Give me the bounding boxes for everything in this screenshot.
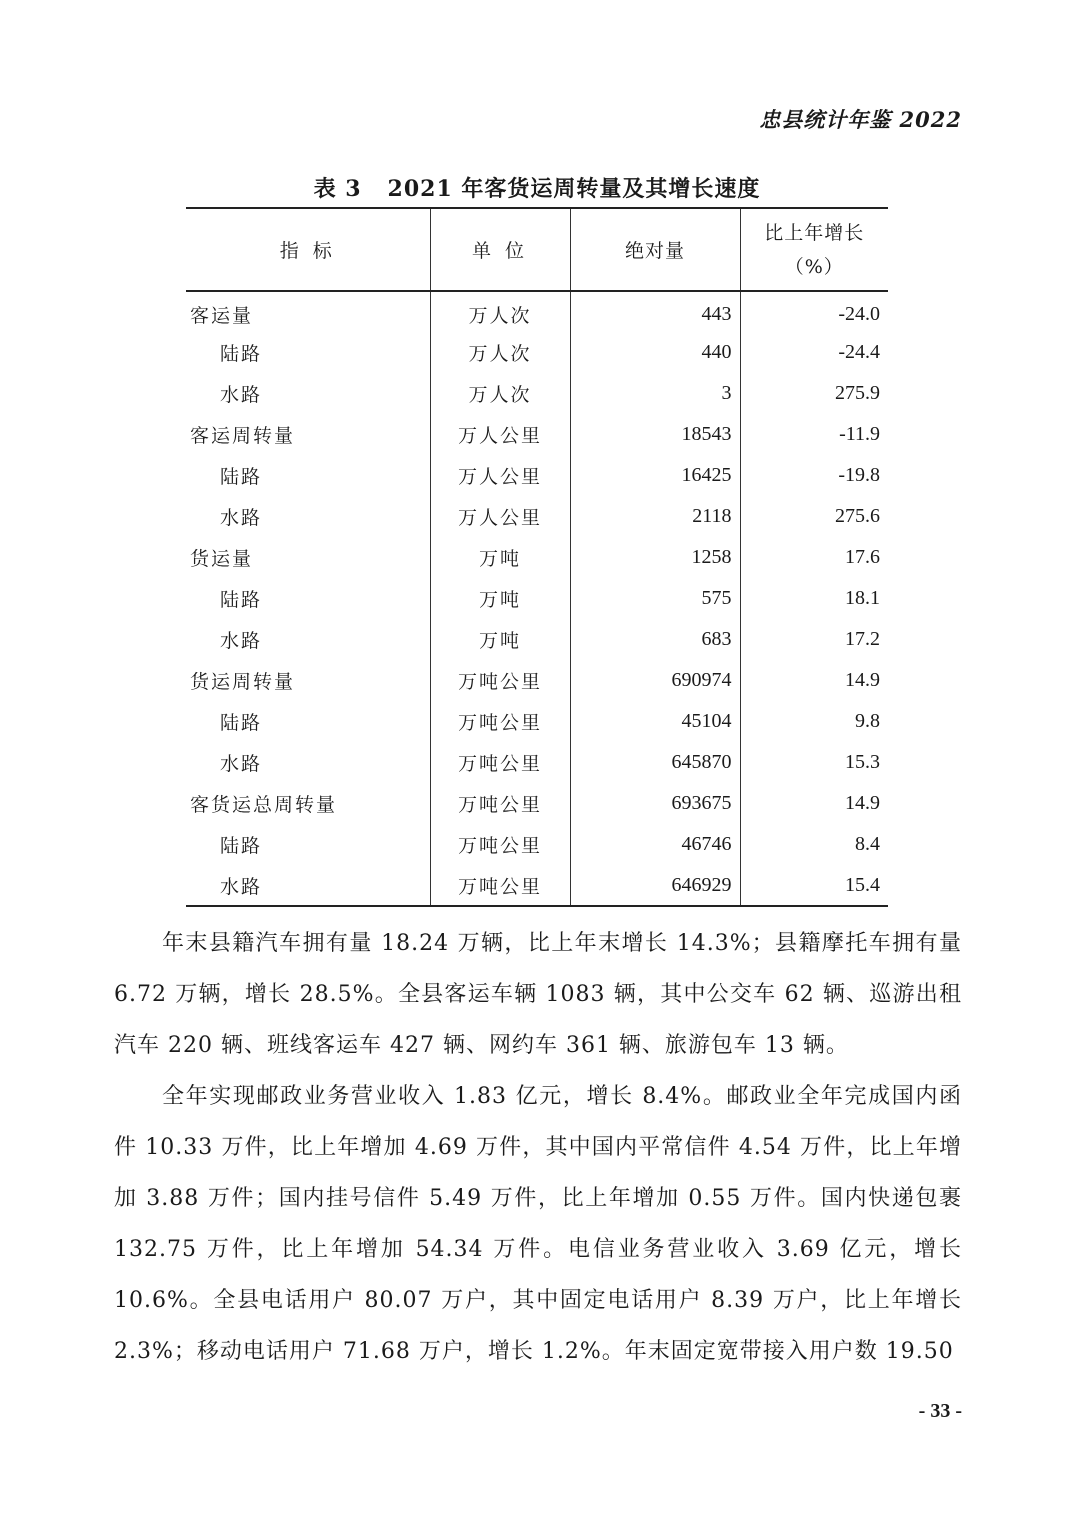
table-row [186,660,888,701]
cell-absolute: 16425 [570,455,740,496]
cell-indicator: 陆路 [220,589,263,611]
cell-unit: 万吨公里 [430,701,570,742]
cell-absolute: 440 [570,332,740,373]
cell-growth: 14.9 [740,660,888,701]
page-number: - 33 - [918,1400,962,1422]
cell-growth: -19.8 [740,455,888,496]
table-row [186,455,888,496]
cell-absolute: 45104 [570,701,740,742]
cell-growth: 9.8 [740,701,888,742]
cell-absolute: 1258 [570,537,740,578]
cell-absolute: 3 [570,373,740,414]
cell-unit: 万吨公里 [430,865,570,906]
cell-unit: 万吨公里 [430,742,570,783]
cell-indicator: 货运周转量 [190,671,296,693]
cell-unit: 万吨公里 [430,783,570,824]
freight-passenger-table [186,207,888,907]
paragraph-postal-telecom: 全年实现邮政业务营业收入 1.83 亿元，增长 8.4%。邮政业全年完成国内函件 10.33 万件，比上年增加 4.69 万件，其中国内平常信件 4.54 万件，比上年增加 3.88 万件；国内挂号信件 5.49 万件，比上年增加 0.55 万件。国内快递包裹 132.75 万件，比上年增加 54.34 万件。电信业务营业收入 3.69 亿元，增长 10.6%。全县电话用户 80.07 万户，其中固定电话用户 8.39 万户，比上年增长 2.3%；移动电话用户 71.68 万户，增长 1.2%。年末固定宽带接入用户数 19.50 [114,1084,962,1364]
cell-indicator: 水路 [220,507,263,529]
cell-growth: 275.9 [740,373,888,414]
cell-growth: 8.4 [740,824,888,865]
cell-unit: 万人公里 [430,455,570,496]
header-growth-unit: （%） [784,255,844,278]
cell-indicator: 水路 [220,753,263,775]
table-row [186,742,888,783]
cell-absolute: 18543 [570,414,740,455]
table-row [186,783,888,824]
cell-indicator: 客运周转量 [190,425,296,447]
cell-unit: 万人公里 [430,496,570,537]
cell-unit: 万人次 [430,373,570,414]
cell-growth: 15.3 [740,742,888,783]
cell-unit: 万吨 [430,537,570,578]
cell-growth: 15.4 [740,865,888,906]
cell-absolute: 443 [570,291,740,332]
table-title [0,172,1074,203]
header-growth-label: 比上年增长 [764,221,865,244]
cell-indicator: 客运量 [190,304,254,327]
table-row [186,701,888,742]
table-row [186,578,888,619]
cell-unit: 万吨公里 [430,824,570,865]
table-row [186,619,888,660]
cell-unit: 万人公里 [430,414,570,455]
table-row [186,414,888,455]
cell-growth: 275.6 [740,496,888,537]
table-row [186,373,888,414]
header-absolute: 绝对量 [570,208,740,291]
table-row [186,865,888,906]
table-row [186,291,888,332]
cell-growth: -24.4 [740,332,888,373]
cell-absolute: 575 [570,578,740,619]
cell-indicator: 陆路 [220,343,263,365]
cell-absolute: 46746 [570,824,740,865]
cell-unit: 万人次 [430,332,570,373]
cell-growth: 18.1 [740,578,888,619]
cell-indicator: 陆路 [220,712,263,734]
cell-unit: 万吨公里 [430,660,570,701]
cell-indicator: 水路 [220,630,263,652]
table-row [186,537,888,578]
cell-absolute: 645870 [570,742,740,783]
header-unit: 单 位 [430,208,570,291]
table-row [186,332,888,373]
header-growth [740,208,888,291]
cell-unit: 万人次 [430,291,570,332]
cell-indicator: 陆路 [220,835,263,857]
cell-indicator: 客货运总周转量 [190,794,338,816]
cell-indicator: 陆路 [220,466,263,488]
cell-growth: -11.9 [740,414,888,455]
cell-growth: 17.2 [740,619,888,660]
cell-absolute: 2118 [570,496,740,537]
table-number: 表 3 [313,176,362,202]
cell-indicator: 货运量 [190,548,254,570]
table-title-text: 2021 年客货运周转量及其增长速度 [387,176,761,202]
running-header: 忠县统计年鉴 2022 [759,107,962,132]
table-row [186,496,888,537]
cell-unit: 万吨 [430,619,570,660]
cell-growth: 17.6 [740,537,888,578]
cell-indicator: 水路 [220,384,263,406]
table-header-row [186,208,888,291]
header-indicator: 指 标 [186,208,430,291]
cell-growth: -24.0 [740,291,888,332]
cell-growth: 14.9 [740,783,888,824]
cell-absolute: 690974 [570,660,740,701]
cell-absolute: 683 [570,619,740,660]
paragraph-vehicles: 年末县籍汽车拥有量 18.24 万辆，比上年末增长 14.3%；县籍摩托车拥有量 6.72 万辆，增长 28.5%。全县客运车辆 1083 辆，其中公交车 62 辆、巡游出租汽车 220 辆、班线客运车 427 辆、网约车 361 辆、旅游包车 13 辆。 [114,931,962,1058]
table-body [186,291,888,906]
cell-absolute: 693675 [570,783,740,824]
cell-absolute: 646929 [570,865,740,906]
cell-unit: 万吨 [430,578,570,619]
table-row [186,824,888,865]
cell-indicator: 水路 [186,865,430,906]
